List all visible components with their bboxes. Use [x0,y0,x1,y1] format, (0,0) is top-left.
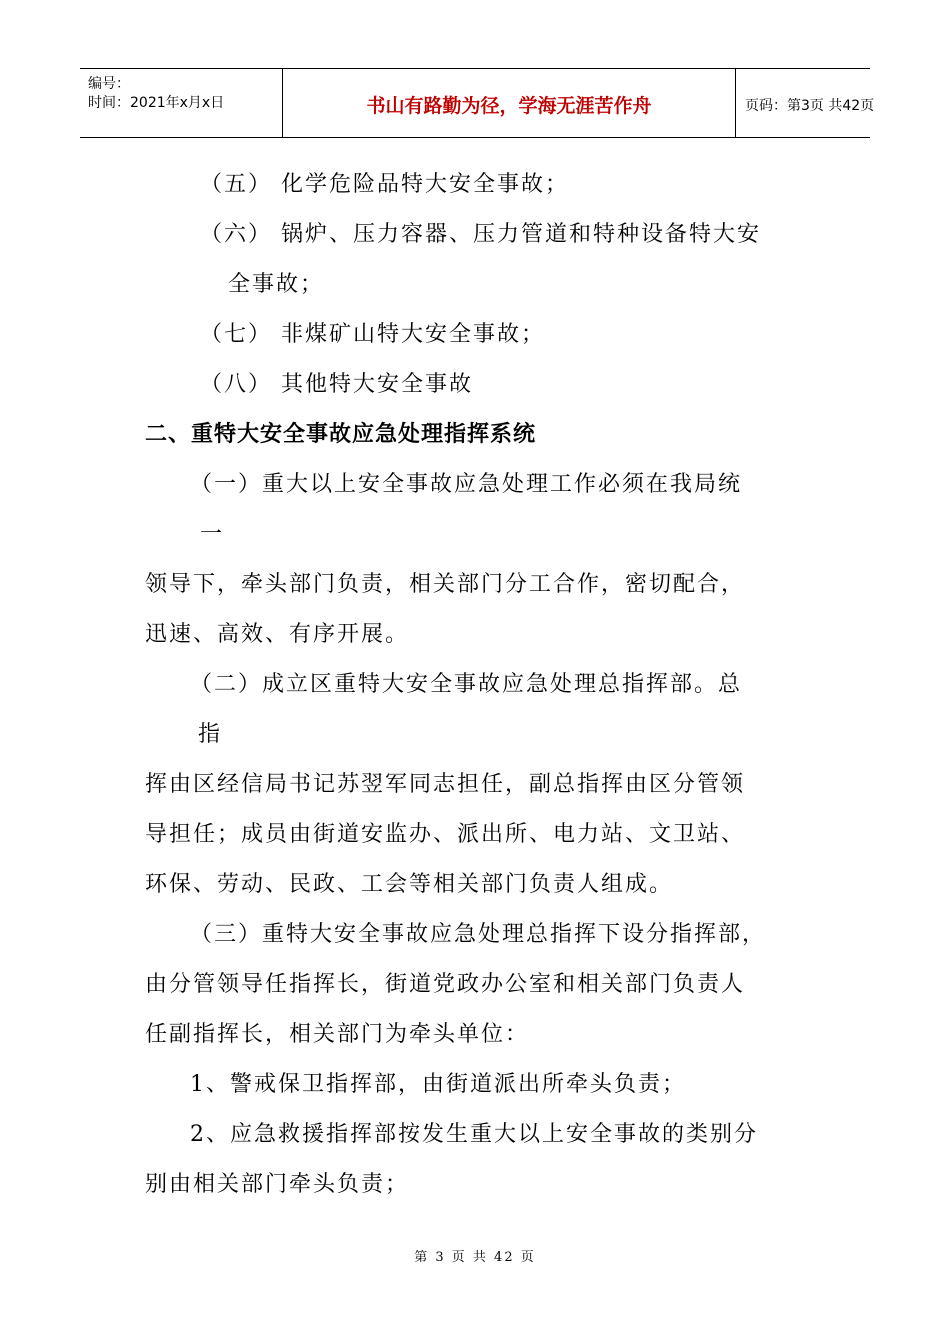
header-motto: 书山有路勤为径，学海无涯苦作舟 [366,95,652,117]
paragraph-line: 环保、劳动、民政、工会等相关部门负责人组成。 [145,872,674,897]
paragraph-line: （三）重特大安全事故应急处理总指挥下设分指挥部， [190,922,767,947]
paragraph-line: 领导下，牵头部门负责，相关部门分工合作，密切配合， [145,572,746,597]
document-date-label: 时间：2021年x月x日 [88,95,225,111]
paragraph-line: 别由相关部门牵头负责； [145,1172,410,1197]
paragraph-line: （一）重大以上安全事故应急处理工作必须在我局统 [190,472,743,497]
document-number-label: 编号： [88,76,130,92]
list-item: （八） 其他特大安全事故 [200,372,473,397]
paragraph-line: 挥由区经信局书记苏翌军同志担任，副总指挥由区分管领 [145,772,746,797]
paragraph-line: 2、应急救援指挥部按发生重大以上安全事故的类别分 [190,1122,758,1147]
paragraph-line: 任副指挥长，相关部门为牵头单位： [145,1022,530,1047]
list-item-continuation: 全事故； [228,272,325,297]
paragraph-line: 迅速、高效、有序开展。 [145,622,410,647]
paragraph-line: （二）成立区重特大安全事故应急处理总指挥部。总 [190,672,743,697]
paragraph-line: 导担任；成员由街道安监办、派出所、电力站、文卫站、 [145,822,746,847]
section-heading: 二、重特大安全事故应急处理指挥系统 [145,422,537,447]
paragraph-line: 1、警戒保卫指挥部，由街道派出所牵头负责； [190,1072,686,1097]
list-item: （五） 化学危险品特大安全事故； [200,172,569,197]
list-item: （六） 锅炉、压力容器、压力管道和特种设备特大安 [200,222,761,247]
header-page-label: 页码：第3页 共42页 [745,98,875,114]
page-footer: 第 3 页 共 42 页 [414,1250,536,1265]
paragraph-line: 一 [200,522,225,547]
paragraph-line: 指 [198,722,223,747]
paragraph-line: 由分管领导任指挥长，街道党政办公室和相关部门负责人 [145,972,746,997]
list-item: （七） 非煤矿山特大安全事故； [200,322,545,347]
